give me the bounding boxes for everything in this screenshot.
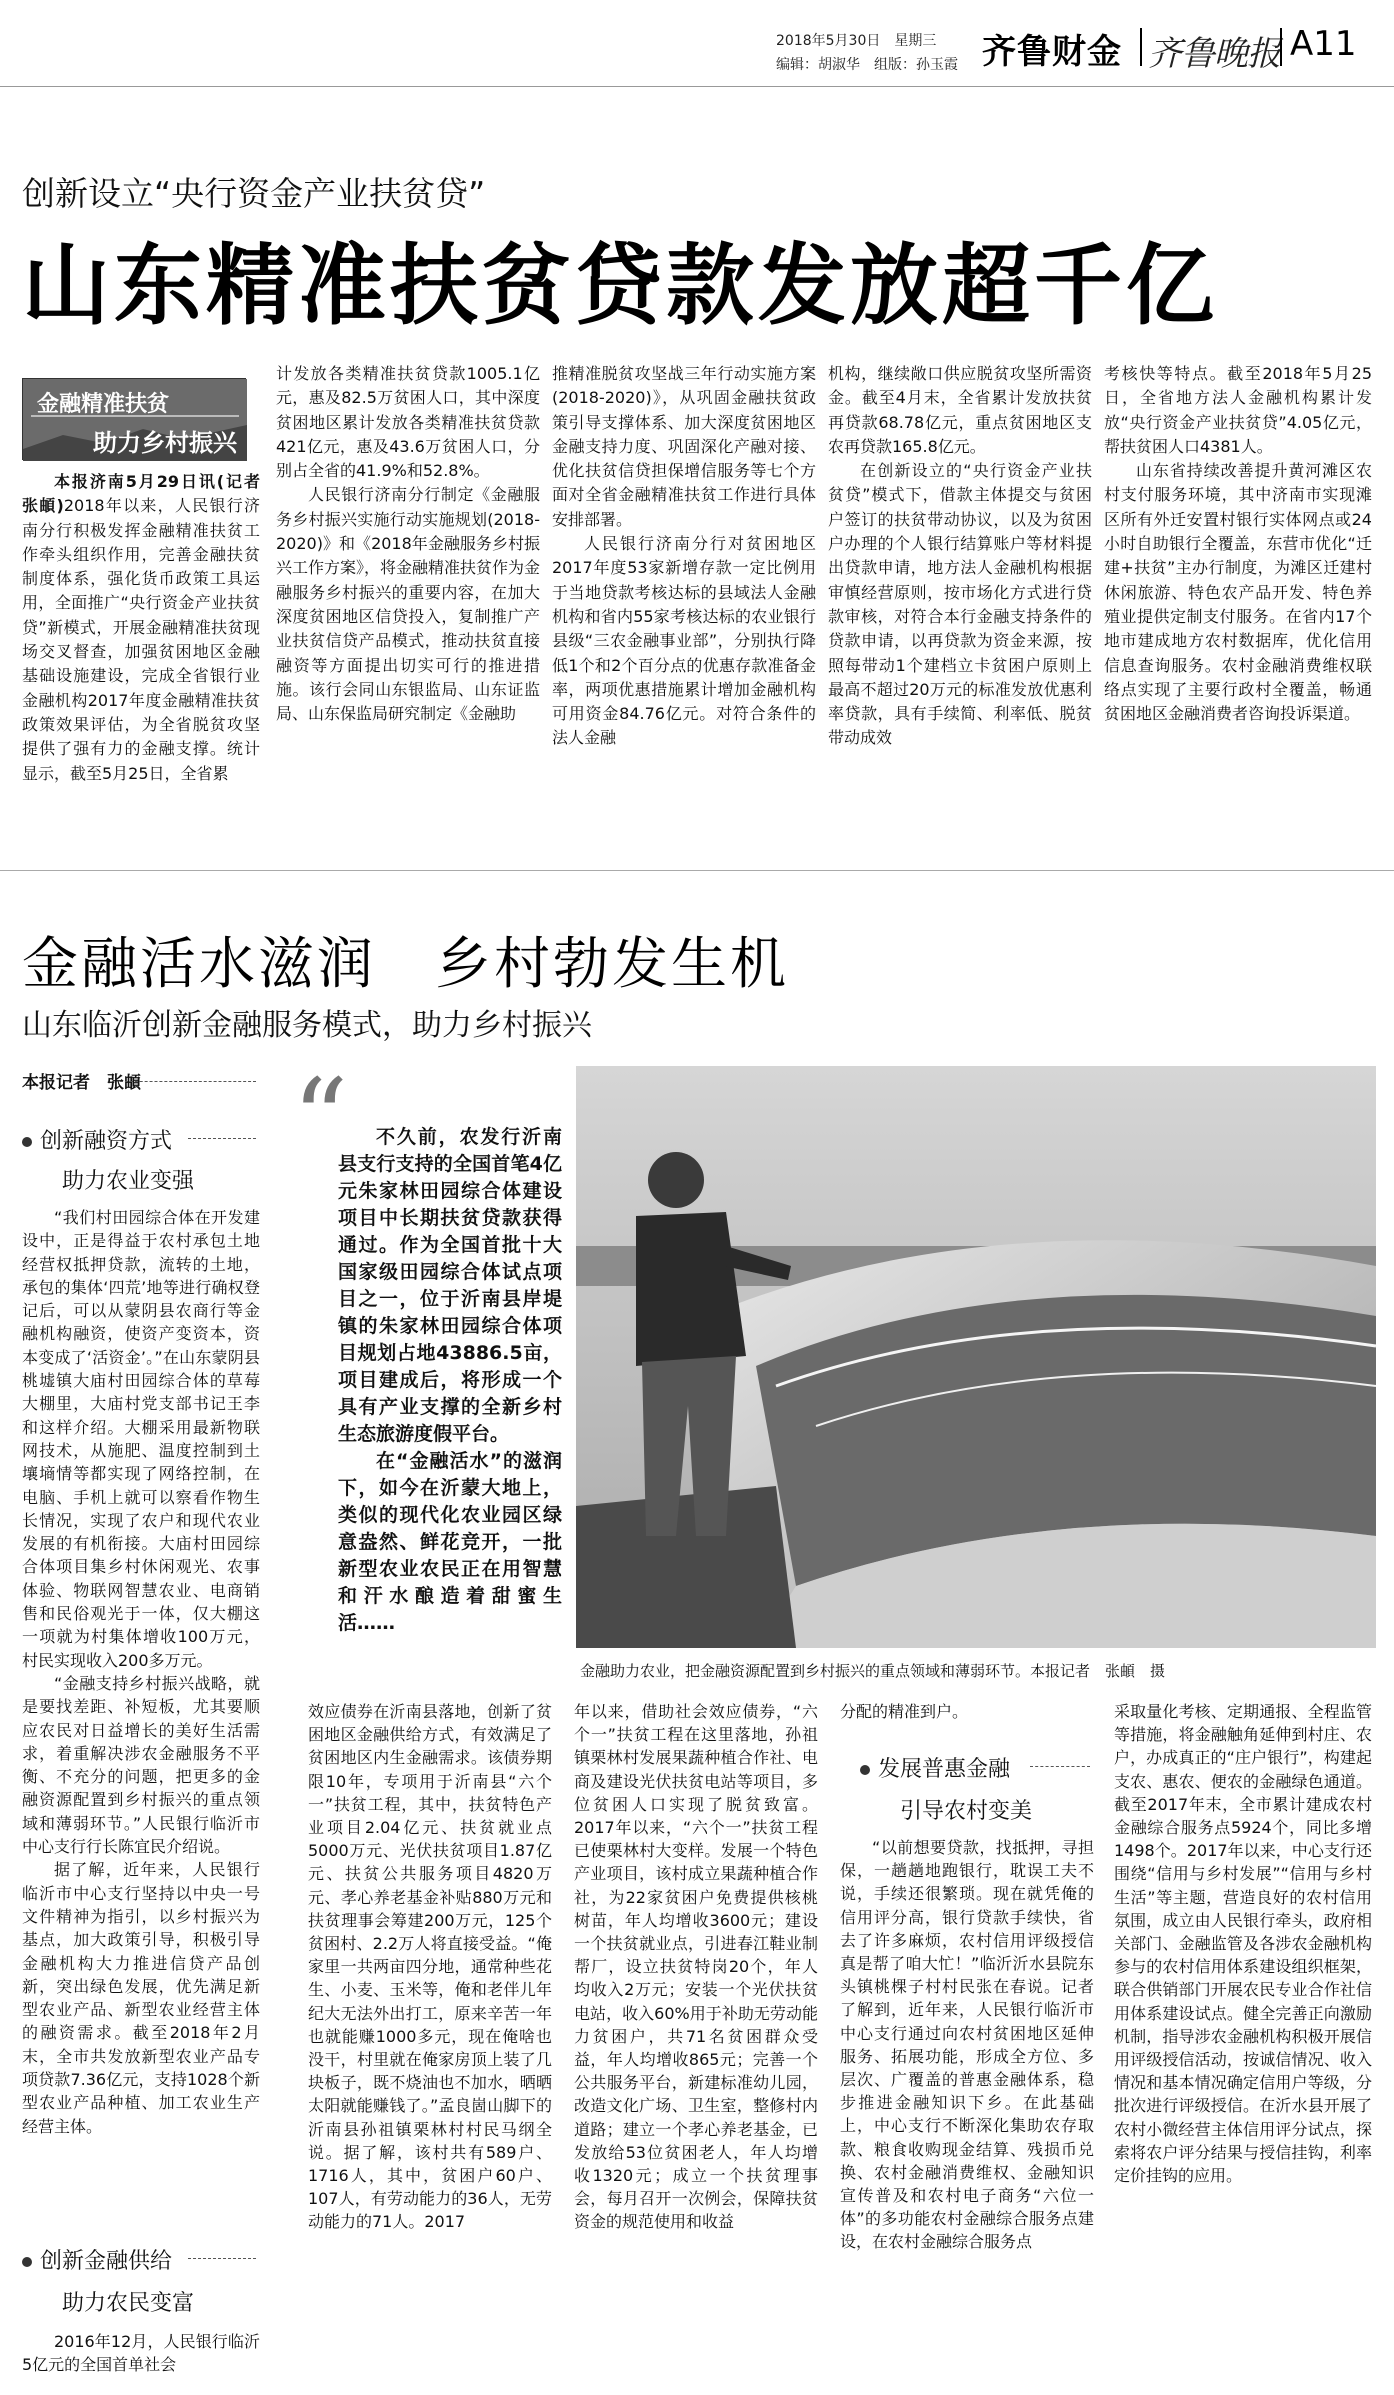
- story2-left-column: [22, 1206, 260, 2226]
- story1-column-2: [276, 362, 540, 838]
- story2-reporter: 本报记者 张頔: [22, 1073, 141, 1093]
- section-name: 齐鲁财金: [982, 32, 1122, 72]
- section3-subtitle: 引导农村变美: [900, 1799, 1033, 1824]
- story2-left-p4: 2016年12月，人民银行临沂5亿元的全国首单社会: [22, 2332, 260, 2375]
- section3-dash: [1030, 1766, 1090, 1767]
- section1-dash: [188, 1138, 256, 1139]
- story1-headline: 山东精准扶贫贷款发放超千亿: [22, 234, 1219, 337]
- story1-column-1: [22, 470, 277, 838]
- section2-subtitle: 助力农民变富: [62, 2291, 195, 2316]
- story1-col5-p2: 山东省持续改善提升黄河滩区农村支付服务环境，其中济南市实现滩区所有外迁安置村银行实体网点或24小时自助银行全覆盖，东营市优化“迁建+扶贫”主办行制度，为滩区迁建村休闲旅游、特色农产品开发、特色养殖业提供定制支付服务。在省内17个地市建成地方农村数据库，优化信用信息查询服务。农村金融消费维权联络点实现了主要行政村全覆盖，畅通贫困地区金融消费者咨询投诉渠道。: [1104, 461, 1372, 724]
- photo-caption: 金融助力农业，把金融资源配置到乡村振兴的重点领域和薄弱环节。本报记者 张頔 摄: [580, 1662, 1166, 1680]
- story1-col5-p1: 考核快等特点。截至2018年5月25日，全省地方法人金融机构累计发放“央行资金产业扶贫贷”4.05亿元，帮扶贫困人口4381人。: [1104, 364, 1372, 456]
- story2-colB4: “以前想要贷款，找抵押，寻担保，一趟趟地跑银行，耽误工夫不说，手续还很繁琐。现在就凭俺的信用评分高，银行贷款手续快，省去了许多麻烦，农村信用评级授信真是帮了咱大忙！”临沂沂水县院东头镇桃棵子村村民张在春说。记者了解到，近年来，人民银行临沂市中心支行通过向农村贫困地区延伸服务、拓展功能，形成全方位、多层次、广覆盖的普惠金融体系，稳步推进金融知识下乡。在此基础上，中心支行不断深化集助农存取款、粮食收购现金结算、残损币兑换、农村金融消费维权、金融知识宣传普及和农村电子商务“六位一体”的多功能农村金融综合服务点建设，在农村金融综合服务点: [840, 1838, 1094, 2252]
- section2-dash: [188, 2258, 256, 2259]
- reporter-dash: [120, 1081, 256, 1082]
- story1-col1-text: 2018年以来，人民银行济南分行积极发挥金融精准扶贫工作牵头组织作用，完善金融扶贫制度体系，强化货币政策工具运用，全面推广“央行资金产业扶贫贷”新模式，开展金融精准扶贫现场交叉督查，加强贫困地区金融基础设施建设，完成全省银行业金融机构2017年度金融精准扶贫政策效果评估，为全省脱贫攻坚提供了强有力的金融支撑。统计显示，截至5月25日，全省累: [22, 496, 260, 783]
- quote-mark-icon: “: [292, 1055, 349, 1183]
- section1-title: [22, 1124, 172, 1155]
- pull-quote-p2: 在“金融活水”的滋润下，如今在沂蒙大地上，类似的现代化农业园区绿意盎然、鲜花竞开，一批新型农业农民正在用智慧和汗水酿造着甜蜜生活……: [338, 1450, 562, 1634]
- story2-colB5: 采取量化考核、定期通报、全程监管等措施，将金融触角延伸到村庄、农户，办成真正的“庄户银行”，构建起支农、惠农、便农的金融绿色通道。截至2017年末，全市累计建成农村金融综合服务点5924个，同比多增1498个。2017年以来，中心支行还围绕“信用与乡村发展”“信用与乡村生活”等主题，营造良好的农村信用氛围，成立由人民银行牵头，政府相关部门、金融监管及各涉农金融机构参与的农村信用体系建设组织框架，联合供销部门开展农民专业合作社信用体系建设试点。健全完善正向激励机制，指导涉农金融机构积极开展信用评级授信活动，按诚信情况、收入情况和基本情况确定信用户等级，分批次进行评级授信。在沂水县开展了农村小微经营主体信用评分试点，探索将农户评分结果与授信挂钩，利率定价挂钩的应用。: [1114, 1702, 1372, 2186]
- story2-column-4: [840, 1836, 1094, 2390]
- story2-left-p1: “我们村田园综合体在开发建设中，正是得益于农村承包土地经营权抵押贷款，流转的土地，承包的集体‘四荒’地等进行确权登记后，可以从蒙阴县农商行等金融机构融资，使资产变资本，资本变成了‘活资金’。”在山东蒙阴县桃墟镇大庙村田园综合体的草莓大棚里，大庙村党支部书记王李和这样介绍。大棚采用最新物联网技术，从施肥、温度控制到土壤墒情等都实现了网络控制，在电脑、手机上就可以察看作物生长情况，实现了农户和现代农业发展的有机衔接。大庙村田园综合体项目集乡村休闲观光、农事体验、物联网智慧农业、电商销售和民俗观光于一体，仅大棚这一项就为村集体增收100万元，村民实现收入200多万元。: [22, 1208, 260, 1670]
- issue-date: 2018年5月30日 星期三: [776, 33, 937, 49]
- story1-lead: 本报济南5月29日讯(记者 张頔): [22, 472, 277, 516]
- section2-title-text: 创新金融供给: [40, 2249, 173, 2274]
- story2-colB2: 效应债券在沂南县落地，创新了贫困地区金融供给方式，有效满足了贫困地区内生金融需求。该债券期限10年，专项用于沂南县“六个一”扶贫工程，其中，扶贫特色产业项目2.04亿元、扶贫就业点5000万元、光伏扶贫项目1.87亿元、扶贫公共服务项目4820万元、孝心养老基金补贴880万元和扶贫理事会筹建200万元，125个贫困村、2.2万人将直接受益。“俺家里一共两亩四分地，通常种些花生、小麦、玉米等，俺和老伴儿年纪大无法外出打工，原来辛苦一年也就能赚1000多元，现在俺啥也没干，村里就在俺家房顶上装了几块板子，既不烧油也不加水，晒晒太阳就能赚钱了。”孟良崮山脚下的沂南县孙祖镇栗林村村民马纲全说。据了解，该村共有589户、1716人，其中，贫困户60户、107人，有劳动能力的36人，无劳动能力的71人。2017: [308, 1702, 552, 2232]
- story1-col2-p1: 计发放各类精准扶贫贷款1005.1亿元，惠及82.5万贫困人口，其中深度贫困地区累计发放各类精准扶贫贷款421亿元，惠及43.6万贫困人口，分别占全省的41.9%和52.8%。: [276, 364, 540, 481]
- story2-colB3: 年以来，借助社会效应债券，“六个一”扶贫工程在这里落地，孙祖镇栗林村发展果蔬种植合作社、电商及建设光伏扶贫电站等项目，多位贫困人口实现了脱贫致富。2017年以来，“六个一”扶贫工程已使栗林村大变样。发展一个特色产业项目，该村成立果蔬种植合作社，为22家贫困户免费提供核桃树苗，年人均增收3600元；建设一个扶贫就业点，引进春江鞋业制帮厂，设立扶贫特岗20个，年人均收入2万元；安装一个光伏扶贫电站，收入60%用于补助无劳动能力贫困户，共71名贫困群众受益，年人均增收865元；完善一个公共服务平台，新建标准幼儿园，改造文化广场、卫生室，整修村内道路；建立一个孝心养老基金，已发放给53位贫困老人，年人均增收1320元；成立一个扶贫理事会，每月召开一次例会，保障扶贫资金的规范使用和收益: [574, 1702, 818, 2232]
- header-divider: [1140, 28, 1142, 66]
- story1-col4-p1: 机构，继续敞口供应脱贫攻坚所需资金。截至4月末，全省累计发放扶贫再贷款68.78亿元，重点贫困地区支农再贷款165.8亿元。: [828, 364, 1092, 456]
- header-rule: [0, 86, 1394, 87]
- newspaper-logo: 齐鲁晚报: [1148, 34, 1280, 74]
- story2-colB4-top: 分配的精准到户。: [840, 1702, 969, 1721]
- section3-title: [860, 1752, 1010, 1783]
- section1-subtitle: 助力农业变强: [62, 1169, 195, 1194]
- story1-column-3: [552, 362, 816, 838]
- section3-title-text: 发展普惠金融: [878, 1757, 1011, 1782]
- story2-column-4-top: [840, 1700, 1094, 1730]
- page-number: A11: [1290, 24, 1357, 64]
- bullet-dot-icon: [22, 2257, 32, 2267]
- story2-left-p2: “金融支持乡村振兴战略，就是要找差距、补短板，尤其要顺应农民对日益增长的美好生活需求，着重解决涉农金融服务不平衡、不充分的问题，把更多的金融资源配置到乡村振兴的重点领域和薄弱环节。”人民银行临沂市中心支行行长陈宜民介绍说。: [22, 1673, 260, 1857]
- story1-column-4: [828, 362, 1092, 838]
- pull-quote-p1: 不久前，农发行沂南县支行支持的全国首笔4亿元朱家林田园综合体建设项目中长期扶贫贷款获得通过。作为全国首批十大国家级田园综合体试点项目之一，位于沂南县岸堤镇的朱家林田园综合体项目规划占地43886.5亩，项目建成后，将形成一个具有产业支撑的全新乡村生态旅游度假平台。: [338, 1126, 562, 1445]
- column-logo: [22, 378, 246, 460]
- header-divider: [1280, 28, 1282, 66]
- story2-headline: 金融活水滋润 乡村勃发生机: [22, 932, 789, 997]
- story2-column-2: [308, 1700, 552, 2390]
- story2-column-3: [574, 1700, 818, 2390]
- bullet-dot-icon: [860, 1765, 870, 1775]
- bullet-dot-icon: [22, 1137, 32, 1147]
- story2-column-5: [1114, 1700, 1372, 2390]
- story1-col3-p2: 人民银行济南分行对贫困地区2017年度53家新增存款一定比例用于当地贷款考核达标的县域法人金融机构和省内55家考核达标的农业银行县级“三农金融事业部”，分别执行降低1个和2个百分点的优惠存款准备金率，两项优惠措施累计增加金融机构可用资金84.76亿元。对符合条件的法人金融: [552, 534, 816, 748]
- section-divider: [0, 870, 1394, 871]
- story2-left-bottom: [22, 2330, 260, 2390]
- story1-kicker: 创新设立“央行资金产业扶贫贷”: [22, 174, 486, 213]
- story2-subhead: 山东临沂创新金融服务模式，助力乡村振兴: [22, 1008, 592, 1043]
- story2-left-p3: 据了解，近年来，人民银行临沂市中心支行坚持以中央一号文件精神为指引，以乡村振兴为基点，加大政策引导，积极引导金融机构大力推进信贷产品创新，突出绿色发展，优先满足新型农业产品、新型农业经营主体的融资需求。截至2018年2月末，全市共发放新型农业产品专项贷款7.36亿元，支持1028个新型农业产品种植、加工农业生产经营主体。: [22, 1860, 260, 2136]
- photo-illustration: [576, 1066, 1376, 1648]
- story1-col3-p1: 推精准脱贫攻坚战三年行动实施方案(2018-2020)》，从巩固金融扶贫政策引导支撑体系、加大深度贫困地区金融支持力度、巩固深化产融对接、优化扶贫信贷担保增信服务等七个方面对全省金融精准扶贫工作进行具体安排部署。: [552, 364, 816, 529]
- story1-column-5: [1104, 362, 1372, 838]
- column-logo-line2: 助力乡村振兴: [93, 429, 237, 457]
- editors-line: 编辑：胡淑华 组版：孙玉霞: [776, 57, 958, 73]
- story1-col4-p2: 在创新设立的“央行资金产业扶贫贷”模式下，借款主体提交与贫困户签订的扶贫带动协议，以及为贫困户办理的个人银行结算账户等材料提出贷款申请，地方法人金融机构根据审慎经营原则，按市场化方式进行贷款审核，对符合本行金融支持条件的贷款申请，以再贷款为资金来源，按照每带动1个建档立卡贫困户原则上最高不超过20万元的标准发放优惠利率贷款，具有手续简、利率低、脱贫带动成效: [828, 461, 1092, 748]
- farmer-greenhouse-photo: [576, 1066, 1376, 1648]
- column-logo-line1: 金融精准扶贫: [37, 392, 170, 417]
- pull-quote: [338, 1124, 562, 1714]
- section1-title-text: 创新融资方式: [40, 1129, 173, 1154]
- story1-col2-p2: 人民银行济南分行制定《金融服务乡村振兴实施行动实施规划(2018-2020)》和《2018年金融服务乡村振兴工作方案》，将金融精准扶贫作为金融服务乡村振兴的重要内容，在加大深度贫困地区信贷投入，复制推广产业扶贫信贷产品模式，推动扶贫直接融资等方面提出切实可行的推进措施。该行会同山东银监局、山东证监局、山东保监局研究制定《金融助: [276, 485, 541, 724]
- section2-title: [22, 2244, 172, 2275]
